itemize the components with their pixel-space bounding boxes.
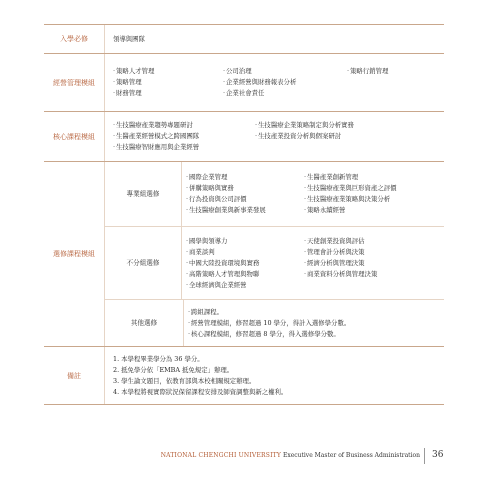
sub-content: [183, 300, 444, 346]
course-item: ‧ 生醫產業經營模式之跨國團隊: [113, 131, 255, 142]
course-item: ‧ 生醫產業創新管理: [304, 172, 444, 183]
remark-note: 4. 本學程將視實際狀況保留課程安排及師資調整與新之權利。: [113, 387, 288, 396]
category-label: 核心課程模組: [44, 112, 105, 162]
note-item: ‧ 核心課程模組，修習超過 8 學分，得入選修學分數。: [188, 329, 350, 340]
course-item: ‧ 中國大陸投資環境與實務: [186, 258, 304, 269]
course-column: [186, 172, 304, 216]
remark-note: 1. 本學程畢業學分為 36 學分。: [113, 354, 204, 363]
elective-group-other: [105, 300, 444, 346]
curriculum-table: [44, 24, 444, 405]
row-content: [105, 112, 445, 162]
course-name: 領導與團隊: [113, 34, 145, 43]
category-label: 備註: [44, 347, 105, 405]
row-content: [105, 162, 445, 347]
remark-note: 2. 抵免學分依「EMBA 抵免規定」辦理。: [113, 365, 234, 374]
course-item: ‧ 生技產業投資分析與個案研討: [255, 131, 405, 142]
row-remarks: [44, 347, 444, 405]
program-name: Executive Master of Business Administration: [282, 452, 420, 459]
sub-content: [181, 162, 444, 226]
course-item: ‧ 全球經濟與企業經營: [186, 280, 304, 291]
course-item: ‧ 策略行銷管理: [347, 66, 447, 77]
elective-group-specialized: [105, 162, 444, 227]
course-item: ‧ 國際企業管理: [186, 172, 304, 183]
course-item: ‧ 併購策略與實務: [186, 183, 304, 194]
course-item: ‧ 生技醫療企業策略制定與分析實務: [255, 120, 405, 131]
course-item: ‧ 生技醫療創業與新事業發展: [186, 205, 304, 216]
course-item: ‧ 經濟分析與管理決策: [304, 258, 444, 269]
course-column: [304, 236, 444, 280]
course-item: ‧ 生技醫療產業與巨形資產之評價: [304, 183, 444, 194]
course-column: [186, 236, 304, 291]
sub-category-label: 不分組選修: [126, 258, 160, 267]
category-label: 經營管理模組: [44, 54, 105, 112]
course-column: [113, 66, 223, 99]
footer-divider: [424, 448, 425, 464]
course-column: [113, 120, 255, 153]
row-admission-required: [44, 25, 444, 54]
row-content: [105, 54, 445, 112]
course-item: ‧ 企業經營與財務報表分析: [223, 77, 347, 88]
sub-category-label: 其他選修: [130, 318, 158, 327]
category-label: 入學必修: [44, 25, 105, 54]
course-item: ‧ 生技醫療智財應用與企業經營: [113, 142, 255, 153]
course-item: ‧ 策略永續經營: [304, 205, 444, 216]
note-item: ‧ 跨組課程。: [188, 307, 350, 318]
sub-category-label: 專業組選修: [126, 189, 160, 198]
row-content: [105, 347, 445, 405]
page-number: 36: [432, 450, 444, 460]
course-item: ‧ 高階策略人才管理與物聯: [186, 269, 304, 280]
course-item: ‧ 財務管理: [113, 88, 223, 99]
course-column: [304, 172, 444, 216]
footer-caption: [161, 452, 420, 459]
course-item: ‧ 管理會計分析與決策: [304, 247, 444, 258]
course-item: ‧ 公司治理: [223, 66, 347, 77]
course-item: ‧ 生技醫療產業趨勢專題研討: [113, 120, 255, 131]
row-core-module: [44, 112, 444, 162]
row-elective-module: [44, 162, 444, 347]
sub-content: [181, 227, 444, 299]
course-item: ‧ 策略管理: [113, 77, 223, 88]
course-item: ‧ 策略人才管理: [113, 66, 223, 77]
elective-group-unrestricted: [105, 227, 444, 300]
course-item: ‧ 國學與領導力: [186, 236, 304, 247]
remark-note: 3. 學生論文題目，依教育部與本校相關規定辦理。: [113, 376, 256, 385]
course-item: ‧ 行為投資與公司評價: [186, 194, 304, 205]
category-label: 選修課程模組: [44, 162, 105, 347]
course-item: ‧ 企業社會責任: [223, 88, 347, 99]
note-item: ‧ 經營管理模組，修習超過 10 學分，得計入選修學分數。: [188, 318, 350, 329]
course-item: ‧ 商業談判: [186, 247, 304, 258]
row-management-module: [44, 54, 444, 112]
course-column: [347, 66, 447, 99]
page-footer: [0, 446, 480, 466]
course-column: [223, 66, 347, 99]
course-item: ‧ 生技醫療產業策略與決策分析: [304, 194, 444, 205]
university-name: NATIONAL CHENGCHI UNIVERSITY: [160, 452, 282, 459]
row-content: [105, 25, 445, 54]
course-column: [255, 120, 405, 153]
course-item: ‧ 天使創業投資與評估: [304, 236, 444, 247]
course-item: ‧ 商業資料分析與管理決策: [304, 269, 444, 280]
